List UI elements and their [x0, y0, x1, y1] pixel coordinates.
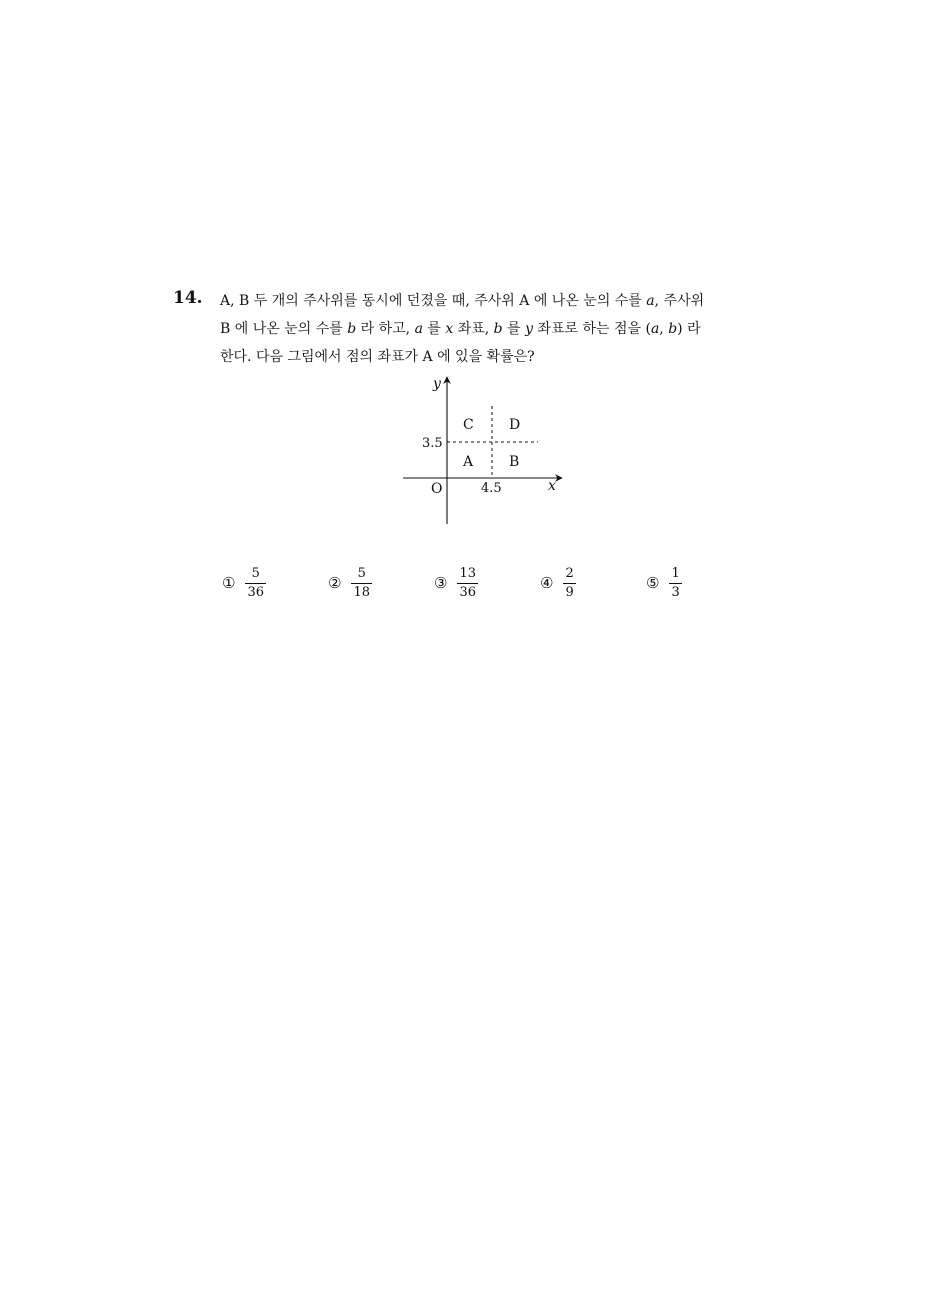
- math-variable: a: [646, 293, 655, 309]
- choice-fraction: [245, 566, 266, 600]
- choice-fraction: [563, 566, 575, 600]
- fraction-numerator: 5: [251, 566, 260, 581]
- answer-choices: [222, 563, 702, 603]
- fraction-denominator: 3: [671, 585, 680, 600]
- question-text: 라 하고,: [356, 321, 415, 337]
- choice-2[interactable]: [328, 563, 372, 603]
- question-text: ,: [659, 321, 669, 337]
- fraction-numerator: 1: [671, 566, 680, 581]
- coordinate-plane-svg: [400, 372, 570, 527]
- question-text: , 주사위: [654, 293, 705, 309]
- choice-marker: ③: [434, 574, 448, 592]
- fraction-bar: [563, 583, 575, 584]
- origin-label: O: [431, 481, 443, 497]
- choice-fraction: [669, 566, 681, 600]
- fraction-bar: [245, 583, 266, 584]
- question-text: A, B 두 개의 주사위를 동시에 던졌을 때, 주사위 A 에 나온 눈의 수를: [220, 293, 647, 309]
- choice-fraction: [351, 566, 372, 600]
- coordinate-figure: [400, 372, 570, 527]
- choice-1[interactable]: [222, 563, 266, 603]
- question-text: ) 라: [677, 321, 701, 337]
- math-variable: b: [347, 321, 357, 337]
- math-variable: a: [414, 321, 423, 337]
- math-variable: x: [445, 321, 454, 337]
- choice-5[interactable]: [646, 563, 682, 603]
- question-text: 를: [422, 321, 446, 337]
- fraction-denominator: 36: [247, 585, 264, 600]
- math-variable: a: [650, 321, 660, 337]
- choice-marker: ②: [328, 574, 342, 592]
- choice-fraction: [457, 566, 478, 600]
- fraction-denominator: 18: [353, 585, 370, 600]
- y-divider-label: 3.5: [422, 436, 443, 451]
- question-text: 좌표,: [453, 321, 494, 337]
- choice-marker: ⑤: [646, 574, 660, 592]
- choice-marker: ①: [222, 574, 236, 592]
- math-variable: b: [493, 321, 503, 337]
- fraction-bar: [669, 583, 681, 584]
- fraction-numerator: 2: [565, 566, 574, 581]
- fraction-bar: [457, 583, 478, 584]
- fraction-numerator: 13: [459, 566, 476, 581]
- choice-4[interactable]: [540, 563, 576, 603]
- question-number: 14.: [173, 288, 203, 308]
- fraction-denominator: 9: [565, 585, 574, 600]
- fraction-denominator: 36: [459, 585, 476, 600]
- region-label-d: D: [509, 417, 521, 433]
- math-variable: y: [525, 321, 533, 337]
- fraction-numerator: 5: [357, 566, 366, 581]
- question-line-3: [220, 346, 535, 366]
- fraction-bar: [351, 583, 372, 584]
- region-label-a: A: [463, 454, 474, 470]
- choice-3[interactable]: [434, 563, 478, 603]
- x-axis-label: x: [548, 478, 556, 494]
- question-text: 한다. 다음 그림에서 점의 좌표가 A 에 있을 확률은?: [220, 349, 535, 365]
- x-divider-label: 4.5: [481, 481, 502, 496]
- choice-marker: ④: [540, 574, 554, 592]
- math-variable: b: [668, 321, 678, 337]
- question-text: B 에 나온 눈의 수를: [220, 321, 348, 337]
- region-label-b: B: [509, 454, 520, 470]
- question-text: 를: [502, 321, 526, 337]
- question-text: 좌표로 하는 점을 (: [533, 321, 651, 337]
- region-label-c: C: [463, 417, 474, 433]
- question-line-2: [220, 318, 701, 338]
- y-axis-label: y: [433, 376, 441, 392]
- question-line-1: [220, 290, 704, 310]
